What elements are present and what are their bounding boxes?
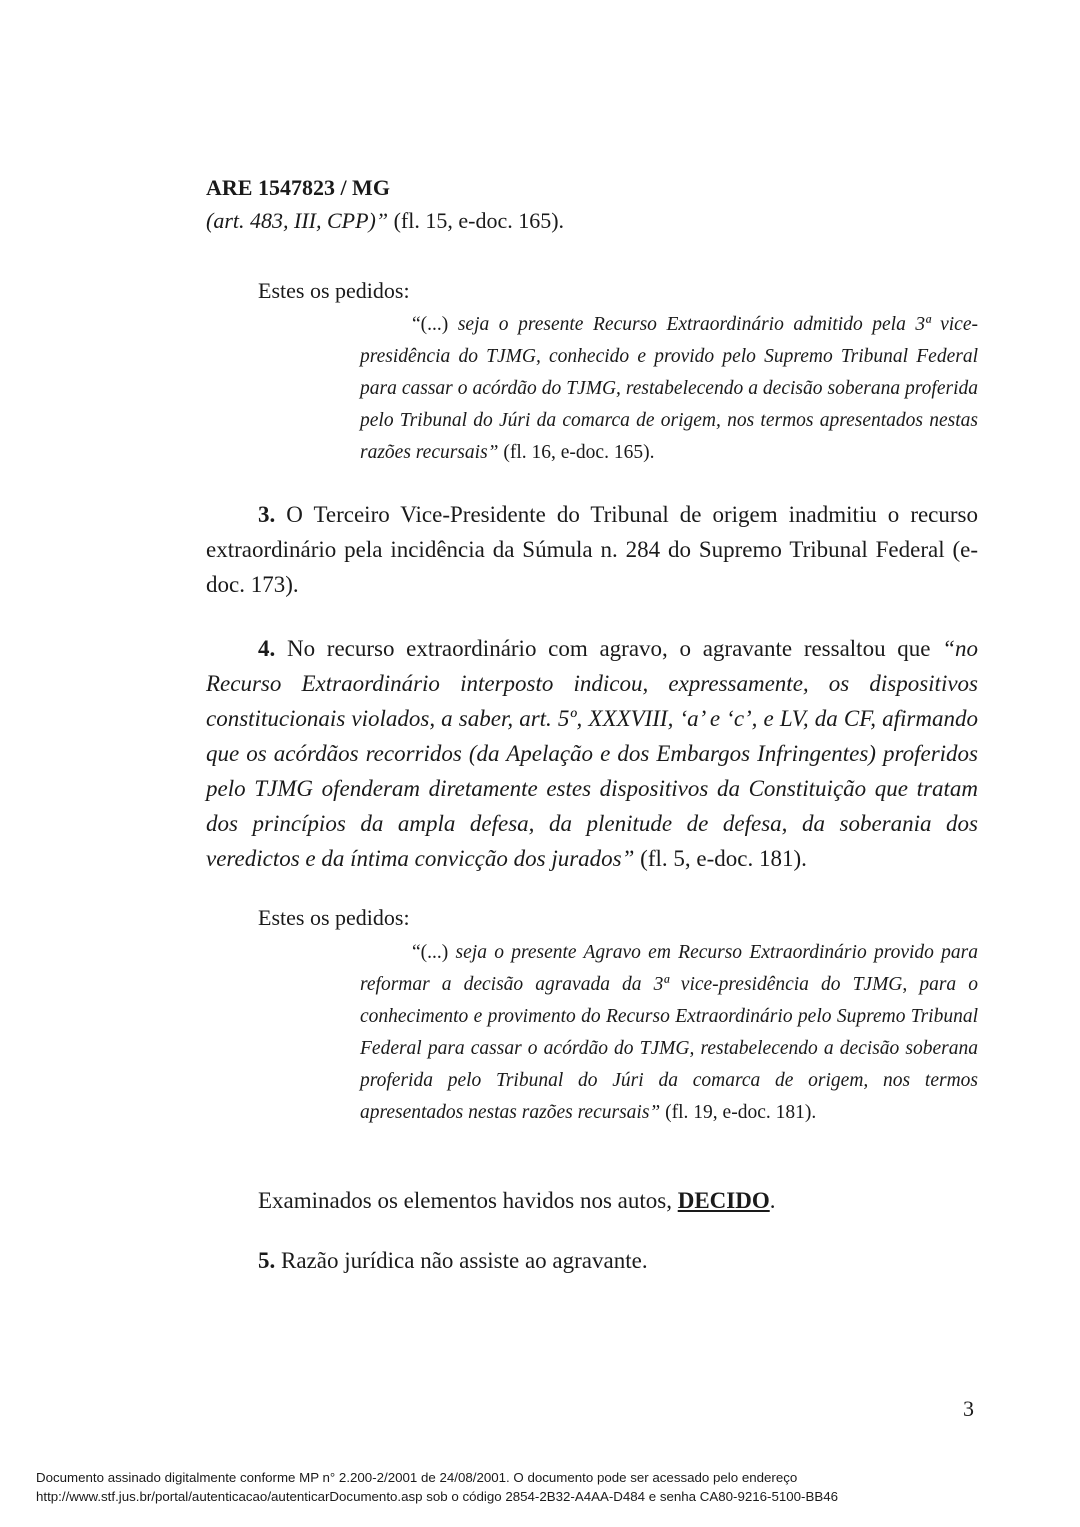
paragraph-3-number: 3. — [258, 502, 276, 527]
examinados-line — [258, 1188, 775, 1214]
examinados-end: . — [769, 1188, 776, 1213]
page-number: 3 — [963, 1396, 974, 1421]
examinados-text: Examinados os elementos havidos nos autos, — [258, 1188, 678, 1213]
quote-open-2: “(...) — [412, 942, 456, 963]
paragraph-4 — [206, 631, 978, 876]
pedidos-label-1: Estes os pedidos: — [258, 278, 410, 303]
continued-quote-text: (art. 483, III, CPP)” — [206, 208, 389, 233]
paragraph-4-number: 4. — [258, 636, 276, 661]
paragraph-3 — [206, 497, 978, 602]
block-quote-2 — [360, 937, 978, 1129]
block-quote-1 — [360, 309, 978, 469]
footer-line-1: Documento assinado digitalmente conforme MP n° 2.200-2/2001 de 24/08/2001. O documento pode ser acessado pelo endereço — [36, 1470, 798, 1485]
quote-open-1: “(...) — [412, 314, 458, 335]
signature-footer — [36, 1468, 838, 1506]
paragraph-3-text: O Terceiro Vice-Presidente do Tribunal de origem inadmitiu o recurso extraordinário pela incidência da Súmula n. 284 do Supremo Tribunal Federal (e-doc. 173). — [206, 502, 978, 597]
pedidos-label-2: Estes os pedidos: — [258, 905, 410, 930]
continued-quote-ref: (fl. 15, e-doc. 165). — [388, 208, 565, 233]
paragraph-5 — [258, 1248, 648, 1274]
quote-text-2: seja o presente Agravo em Recurso Extraordinário provido para reformar a decisão agravada da 3ª vice-presidência do TJMG, para o conhecimento e provimento do Recurso Extraordinário pelo Supremo Tribunal Federal para cassar o acórdão do TJMG, restabelecendo a decisão soberana proferida pelo Tribunal do Júri da comarca de origem, nos termos apresentados nestas razões recursais” — [360, 942, 978, 1123]
continued-quote-line — [206, 208, 564, 234]
paragraph-4-ref: (fl. 5, e-doc. 181). — [634, 846, 807, 871]
quote-ref-1: (fl. 16, e-doc. 165). — [498, 442, 655, 463]
quote-ref-2: (fl. 19, e-doc. 181). — [660, 1102, 817, 1123]
footer-line-2: http://www.stf.jus.br/portal/autenticacao/autenticarDocumento.asp sob o código 2854-2B32-A4AA-D484 e senha CA80-9216-5100-BB46 — [36, 1489, 838, 1504]
paragraph-5-number: 5. — [258, 1248, 276, 1273]
case-header: ARE 1547823 / MG — [206, 175, 390, 200]
decido-keyword: DECIDO — [677, 1188, 770, 1213]
quote-text-1: seja o presente Recurso Extraordinário admitido pela 3ª vice-presidência do TJMG, conhecido e provido pelo Supremo Tribunal Federal para cassar o acórdão do TJMG, restabelecendo a decisão soberana proferida pelo Tribunal do Júri da comarca de origem, nos termos apresentados nestas razões recursais” — [360, 314, 978, 463]
paragraph-5-text: Razão jurídica não assiste ao agravante. — [275, 1248, 648, 1273]
paragraph-4-quote: “no Recurso Extraordinário interposto indicou, expressamente, os dispositivos constitucionais violados, a saber, art. 5º, XXXVIII, ‘a’ e ‘c’, e LV, da CF, afirmando que os acórdãos recorridos (da Apelação e dos Embargos Infringentes) proferidos pelo TJMG ofenderam diretamente estes dispositivos da Constituição que tratam dos princípios da ampla defesa, da plenitude de defesa, da soberania dos veredictos e da íntima convicção dos jurados” — [206, 636, 978, 871]
paragraph-4-text: No recurso extraordinário com agravo, o agravante ressaltou que — [275, 636, 943, 661]
